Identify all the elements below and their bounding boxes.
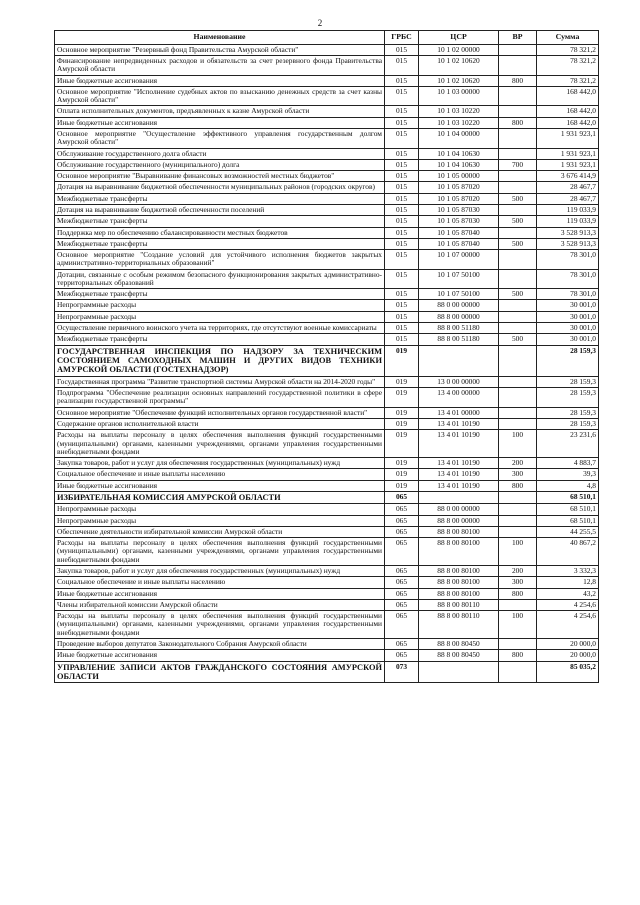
- cell-sum: 119 033,9: [537, 204, 599, 215]
- cell-vr: [499, 661, 537, 683]
- cell-vr: [499, 171, 537, 182]
- table-row: [55, 599, 599, 610]
- cell-csr: [419, 661, 499, 683]
- table-row: [55, 407, 599, 418]
- header-row: [55, 31, 599, 45]
- cell-grbs: 015: [385, 86, 419, 106]
- cell-name: Обеспечение деятельности избирательной комиссии Амурской области: [55, 526, 385, 537]
- cell-vr: [499, 515, 537, 526]
- cell-grbs: 015: [385, 323, 419, 334]
- cell-csr: [419, 345, 499, 376]
- cell-sum: 30 001,0: [537, 323, 599, 334]
- cell-csr: 88 8 00 80110: [419, 599, 499, 610]
- cell-grbs: 015: [385, 159, 419, 170]
- cell-vr: [499, 148, 537, 159]
- cell-name: Основное мероприятие "Резервный фонд Правительства Амурской области": [55, 44, 385, 55]
- cell-csr: 13 4 01 10190: [419, 430, 499, 458]
- cell-grbs: 065: [385, 611, 419, 639]
- cell-sum: 4 254,6: [537, 599, 599, 610]
- table-row: [55, 238, 599, 249]
- cell-name: Государственная программа "Развитие транспортной системы Амурской области на 2014-2020 годы": [55, 376, 385, 387]
- cell-csr: 10 1 04 00000: [419, 128, 499, 148]
- cell-vr: [499, 227, 537, 238]
- cell-sum: 3 676 414,9: [537, 171, 599, 182]
- table-row: [55, 227, 599, 238]
- cell-csr: 88 8 00 80100: [419, 526, 499, 537]
- cell-grbs: 015: [385, 56, 419, 76]
- table-row: [55, 376, 599, 387]
- cell-name: Финансирование непредвиденных расходов и обязательств за счет резервного фонда Правительства Амурской области: [55, 56, 385, 76]
- cell-name: Дотация на выравнивание бюджетной обеспеченности поселений: [55, 204, 385, 215]
- cell-vr: [499, 86, 537, 106]
- cell-csr: 88 8 00 80100: [419, 588, 499, 599]
- cell-vr: 500: [499, 238, 537, 249]
- cell-csr: 10 1 05 87030: [419, 204, 499, 215]
- cell-name: Осуществление первичного воинского учета на территориях, где отсутствуют военные комиссариаты: [55, 323, 385, 334]
- cell-grbs: 015: [385, 334, 419, 345]
- cell-vr: [499, 182, 537, 193]
- cell-grbs: 065: [385, 538, 419, 566]
- cell-sum: 78 301,0: [537, 269, 599, 289]
- cell-sum: 39,3: [537, 469, 599, 480]
- cell-name: Закупка товаров, работ и услуг для обеспечения государственных (муниципальных) нужд: [55, 458, 385, 469]
- table-row: [55, 148, 599, 159]
- cell-name: Члены избирательной комиссии Амурской области: [55, 599, 385, 610]
- cell-sum: 28 159,3: [537, 388, 599, 408]
- cell-vr: 500: [499, 334, 537, 345]
- table-row: [55, 216, 599, 227]
- page-number: 2: [317, 18, 323, 28]
- cell-name: Социальное обеспечение и иные выплаты населению: [55, 469, 385, 480]
- cell-sum: 23 231,6: [537, 430, 599, 458]
- cell-name: УПРАВЛЕНИЕ ЗАПИСИ АКТОВ ГРАЖДАНСКОГО СОСТОЯНИЯ АМУРСКОЙ ОБЛАСТИ: [55, 661, 385, 683]
- cell-grbs: 015: [385, 193, 419, 204]
- cell-csr: 88 8 00 80100: [419, 566, 499, 577]
- cell-vr: [499, 638, 537, 649]
- cell-csr: 10 1 03 00000: [419, 86, 499, 106]
- cell-grbs: 019: [385, 418, 419, 429]
- cell-sum: 78 301,0: [537, 250, 599, 270]
- table-row: [55, 515, 599, 526]
- table-body: [55, 44, 599, 683]
- cell-vr: 800: [499, 117, 537, 128]
- cell-vr: [499, 44, 537, 55]
- cell-name: Содержание органов исполнительной власти: [55, 418, 385, 429]
- table-row: [55, 611, 599, 639]
- table-row: [55, 106, 599, 117]
- cell-sum: 28 159,3: [537, 376, 599, 387]
- cell-csr: 13 4 01 10190: [419, 469, 499, 480]
- cell-csr: 88 8 00 80450: [419, 650, 499, 661]
- cell-sum: 28 467,7: [537, 182, 599, 193]
- cell-sum: 168 442,0: [537, 86, 599, 106]
- table-row: [55, 538, 599, 566]
- cell-vr: 500: [499, 193, 537, 204]
- cell-sum: 78 301,0: [537, 289, 599, 300]
- cell-csr: 10 1 03 10220: [419, 117, 499, 128]
- cell-grbs: 015: [385, 128, 419, 148]
- cell-sum: 1 931 923,1: [537, 128, 599, 148]
- cell-vr: 700: [499, 159, 537, 170]
- cell-name: Основное мероприятие "Обеспечение функций исполнительных органов государственной власти": [55, 407, 385, 418]
- cell-csr: 10 1 07 50100: [419, 269, 499, 289]
- table-row: [55, 469, 599, 480]
- table-row: [55, 75, 599, 86]
- cell-csr: 88 8 00 80100: [419, 538, 499, 566]
- cell-sum: 20 000,0: [537, 638, 599, 649]
- header-csr: ЦСР: [419, 31, 499, 45]
- cell-sum: 28 467,7: [537, 193, 599, 204]
- cell-grbs: 019: [385, 480, 419, 491]
- cell-csr: 10 1 03 10220: [419, 106, 499, 117]
- cell-vr: [499, 250, 537, 270]
- cell-grbs: 019: [385, 430, 419, 458]
- table-row: [55, 289, 599, 300]
- table-row: [55, 44, 599, 55]
- cell-csr: 88 8 00 51180: [419, 323, 499, 334]
- cell-name: Основное мероприятие "Выравнивание финансовых возможностей местных бюджетов": [55, 171, 385, 182]
- cell-csr: 13 4 01 10190: [419, 480, 499, 491]
- cell-csr: 88 0 00 00000: [419, 504, 499, 515]
- cell-csr: 10 1 04 10630: [419, 148, 499, 159]
- table-row: [55, 638, 599, 649]
- cell-name: Межбюджетные трансферты: [55, 334, 385, 345]
- cell-name: Иные бюджетные ассигнования: [55, 650, 385, 661]
- cell-sum: 68 510,1: [537, 491, 599, 503]
- cell-sum: 168 442,0: [537, 117, 599, 128]
- table-row: [55, 566, 599, 577]
- cell-name: Основное мероприятие "Осуществление эффективного управления государственным долгом Амурской области": [55, 128, 385, 148]
- cell-grbs: 015: [385, 182, 419, 193]
- table-row: [55, 182, 599, 193]
- cell-name: Дотации, связанные с особым режимом безопасного функционирования закрытых административно-территориальных образований: [55, 269, 385, 289]
- cell-name: Подпрограмма "Обеспечение реализации основных направлений государственной политики в сфере реализации государственной программы": [55, 388, 385, 408]
- cell-sum: 78 321,2: [537, 56, 599, 76]
- cell-name: Расходы на выплаты персоналу в целях обеспечения выполнения функций государственными (муниципальными) органами, казенными учреждениями, органами управления государственными внебюджетными фондами: [55, 538, 385, 566]
- cell-csr: 13 4 00 00000: [419, 388, 499, 408]
- cell-grbs: 015: [385, 106, 419, 117]
- cell-name: Закупка товаров, работ и услуг для обеспечения государственных (муниципальных) нужд: [55, 566, 385, 577]
- cell-vr: [499, 128, 537, 148]
- cell-csr: 10 1 07 00000: [419, 250, 499, 270]
- table-row: [55, 193, 599, 204]
- cell-vr: 800: [499, 588, 537, 599]
- cell-name: Иные бюджетные ассигнования: [55, 117, 385, 128]
- cell-name: Оплата исполнительных документов, предъявленных к казне Амурской области: [55, 106, 385, 117]
- cell-csr: 88 8 00 51180: [419, 334, 499, 345]
- cell-vr: [499, 388, 537, 408]
- cell-sum: 3 528 913,3: [537, 227, 599, 238]
- header-vr: ВР: [499, 31, 537, 45]
- cell-grbs: 019: [385, 458, 419, 469]
- cell-sum: 4,8: [537, 480, 599, 491]
- cell-grbs: 015: [385, 300, 419, 311]
- cell-sum: 30 001,0: [537, 300, 599, 311]
- cell-vr: [499, 323, 537, 334]
- cell-vr: [499, 526, 537, 537]
- cell-csr: 13 0 00 00000: [419, 376, 499, 387]
- cell-grbs: 065: [385, 504, 419, 515]
- table-row: [55, 311, 599, 322]
- cell-csr: 10 1 02 00000: [419, 44, 499, 55]
- table-row: [55, 345, 599, 376]
- cell-grbs: 065: [385, 491, 419, 503]
- cell-name: Иные бюджетные ассигнования: [55, 75, 385, 86]
- cell-name: Непрограммные расходы: [55, 515, 385, 526]
- cell-sum: 3 528 913,3: [537, 238, 599, 249]
- cell-csr: 88 8 00 80100: [419, 577, 499, 588]
- cell-csr: 10 1 05 87020: [419, 182, 499, 193]
- cell-vr: [499, 599, 537, 610]
- table-row: [55, 458, 599, 469]
- cell-csr: 10 1 07 50100: [419, 289, 499, 300]
- table-row: [55, 418, 599, 429]
- cell-csr: 88 8 00 80110: [419, 611, 499, 639]
- table-row: [55, 650, 599, 661]
- table-row: [55, 117, 599, 128]
- cell-name: Социальное обеспечение и иные выплаты населению: [55, 577, 385, 588]
- cell-sum: 44 255,5: [537, 526, 599, 537]
- cell-csr: 13 4 01 00000: [419, 407, 499, 418]
- header-grbs: ГРБС: [385, 31, 419, 45]
- cell-csr: 10 1 05 87030: [419, 216, 499, 227]
- cell-sum: 28 159,3: [537, 418, 599, 429]
- table-row: [55, 323, 599, 334]
- cell-sum: 68 510,1: [537, 504, 599, 515]
- cell-grbs: 015: [385, 204, 419, 215]
- cell-vr: [499, 376, 537, 387]
- table-row: [55, 300, 599, 311]
- table-row: [55, 334, 599, 345]
- cell-csr: 88 8 00 00000: [419, 311, 499, 322]
- cell-csr: 10 1 04 10630: [419, 159, 499, 170]
- cell-grbs: 015: [385, 250, 419, 270]
- cell-sum: 20 000,0: [537, 650, 599, 661]
- cell-grbs: 015: [385, 171, 419, 182]
- cell-name: ГОСУДАРСТВЕННАЯ ИНСПЕКЦИЯ ПО НАДЗОРУ ЗА ТЕХНИЧЕСКИМ СОСТОЯНИЕМ САМОХОДНЫХ МАШИН И ДРУГИХ ВИДОВ ТЕХНИКИ АМУРСКОЙ ОБЛАСТИ (ГОСТЕХНАДЗОР): [55, 345, 385, 376]
- cell-grbs: 019: [385, 407, 419, 418]
- cell-vr: 300: [499, 469, 537, 480]
- cell-vr: 800: [499, 75, 537, 86]
- cell-vr: [499, 269, 537, 289]
- table-row: [55, 504, 599, 515]
- table-row: [55, 480, 599, 491]
- cell-grbs: 019: [385, 376, 419, 387]
- table-row: [55, 577, 599, 588]
- table-row: [55, 204, 599, 215]
- cell-grbs: 019: [385, 388, 419, 408]
- cell-grbs: 065: [385, 577, 419, 588]
- cell-csr: 10 1 05 87040: [419, 227, 499, 238]
- table-row: [55, 430, 599, 458]
- cell-csr: 10 1 02 10620: [419, 56, 499, 76]
- cell-vr: 200: [499, 566, 537, 577]
- cell-vr: 100: [499, 538, 537, 566]
- cell-grbs: 073: [385, 661, 419, 683]
- cell-grbs: 015: [385, 75, 419, 86]
- header-sum: Сумма: [537, 31, 599, 45]
- cell-grbs: 065: [385, 515, 419, 526]
- cell-sum: 1 931 923,1: [537, 159, 599, 170]
- cell-name: Поддержка мер по обеспечению сбалансированности местных бюджетов: [55, 227, 385, 238]
- budget-table: [54, 30, 599, 683]
- cell-vr: [499, 300, 537, 311]
- table-row: [55, 388, 599, 408]
- table-row: [55, 588, 599, 599]
- cell-name: Обслуживание государственного (муниципального) долга: [55, 159, 385, 170]
- cell-grbs: 065: [385, 650, 419, 661]
- cell-vr: [499, 407, 537, 418]
- cell-grbs: 065: [385, 638, 419, 649]
- cell-name: Иные бюджетные ассигнования: [55, 588, 385, 599]
- table-row: [55, 56, 599, 76]
- cell-sum: 168 442,0: [537, 106, 599, 117]
- cell-name: Непрограммные расходы: [55, 300, 385, 311]
- cell-vr: 300: [499, 577, 537, 588]
- cell-grbs: 019: [385, 345, 419, 376]
- cell-vr: [499, 418, 537, 429]
- cell-vr: [499, 106, 537, 117]
- table-row: [55, 661, 599, 683]
- cell-sum: 43,2: [537, 588, 599, 599]
- cell-csr: 10 1 05 00000: [419, 171, 499, 182]
- cell-grbs: 015: [385, 289, 419, 300]
- cell-grbs: 015: [385, 311, 419, 322]
- cell-grbs: 015: [385, 216, 419, 227]
- cell-grbs: 065: [385, 566, 419, 577]
- table-row: [55, 171, 599, 182]
- cell-vr: 500: [499, 216, 537, 227]
- cell-grbs: 065: [385, 599, 419, 610]
- cell-sum: 3 332,3: [537, 566, 599, 577]
- cell-csr: 10 1 05 87040: [419, 238, 499, 249]
- cell-name: Непрограммные расходы: [55, 311, 385, 322]
- cell-csr: 13 4 01 10190: [419, 458, 499, 469]
- cell-name: Расходы на выплаты персоналу в целях обеспечения выполнения функций государственными (муниципальными) органами, казенными учреждениями, органами управления государственными внебюджетными фондами: [55, 430, 385, 458]
- cell-vr: [499, 204, 537, 215]
- cell-name: Непрограммные расходы: [55, 504, 385, 515]
- cell-name: Межбюджетные трансферты: [55, 238, 385, 249]
- table-row: [55, 269, 599, 289]
- cell-vr: 800: [499, 650, 537, 661]
- cell-vr: 200: [499, 458, 537, 469]
- cell-sum: 28 159,3: [537, 345, 599, 376]
- cell-vr: 100: [499, 430, 537, 458]
- cell-vr: [499, 311, 537, 322]
- table-row: [55, 86, 599, 106]
- cell-name: Межбюджетные трансферты: [55, 216, 385, 227]
- cell-csr: [419, 491, 499, 503]
- table-row: [55, 250, 599, 270]
- cell-csr: 88 8 00 80450: [419, 638, 499, 649]
- cell-grbs: 015: [385, 269, 419, 289]
- cell-vr: [499, 56, 537, 76]
- cell-grbs: 019: [385, 469, 419, 480]
- cell-name: Основное мероприятие "Исполнение судебных актов по взысканию денежных средств за счет казны Амурской области": [55, 86, 385, 106]
- cell-sum: 119 033,9: [537, 216, 599, 227]
- cell-grbs: 065: [385, 588, 419, 599]
- cell-name: Проведение выборов депутатов Законодательного Собрания Амурской области: [55, 638, 385, 649]
- cell-grbs: 065: [385, 526, 419, 537]
- cell-csr: 13 4 01 10190: [419, 418, 499, 429]
- cell-sum: 4 254,6: [537, 611, 599, 639]
- cell-sum: 78 321,2: [537, 75, 599, 86]
- cell-sum: 68 510,1: [537, 515, 599, 526]
- cell-vr: [499, 504, 537, 515]
- cell-csr: 10 1 05 87020: [419, 193, 499, 204]
- table-row: [55, 159, 599, 170]
- cell-name: ИЗБИРАТЕЛЬНАЯ КОМИССИЯ АМУРСКОЙ ОБЛАСТИ: [55, 491, 385, 503]
- cell-csr: 10 1 02 10620: [419, 75, 499, 86]
- cell-vr: [499, 491, 537, 503]
- cell-grbs: 015: [385, 117, 419, 128]
- cell-grbs: 015: [385, 238, 419, 249]
- cell-vr: 100: [499, 611, 537, 639]
- cell-name: Межбюджетные трансферты: [55, 289, 385, 300]
- cell-sum: 12,8: [537, 577, 599, 588]
- table-row: [55, 526, 599, 537]
- cell-name: Иные бюджетные ассигнования: [55, 480, 385, 491]
- cell-sum: 40 867,2: [537, 538, 599, 566]
- cell-grbs: 015: [385, 44, 419, 55]
- cell-sum: 30 001,0: [537, 311, 599, 322]
- cell-csr: 88 8 00 00000: [419, 515, 499, 526]
- cell-grbs: 015: [385, 227, 419, 238]
- table-row: [55, 491, 599, 503]
- cell-sum: 28 159,3: [537, 407, 599, 418]
- cell-vr: [499, 345, 537, 376]
- cell-vr: 800: [499, 480, 537, 491]
- table-header: [55, 31, 599, 45]
- cell-name: Межбюджетные трансферты: [55, 193, 385, 204]
- cell-name: Расходы на выплаты персоналу в целях обеспечения выполнения функций государственными (муниципальными) органами, казенными учреждениями, органами управления государственными внебюджетными фондами: [55, 611, 385, 639]
- cell-sum: 30 001,0: [537, 334, 599, 345]
- cell-vr: 500: [499, 289, 537, 300]
- header-name: Наименование: [55, 31, 385, 45]
- cell-sum: 85 035,2: [537, 661, 599, 683]
- table-row: [55, 128, 599, 148]
- cell-name: Обслуживание государственного долга области: [55, 148, 385, 159]
- cell-name: Дотация на выравнивание бюджетной обеспеченности муниципальных районов (городских округов): [55, 182, 385, 193]
- cell-sum: 4 883,7: [537, 458, 599, 469]
- cell-sum: 78 321,2: [537, 44, 599, 55]
- cell-grbs: 015: [385, 148, 419, 159]
- cell-name: Основное мероприятие "Создание условий для устойчивого исполнения бюджетов закрытых административно-территориальных образований": [55, 250, 385, 270]
- cell-csr: 88 0 00 00000: [419, 300, 499, 311]
- cell-sum: 1 931 923,1: [537, 148, 599, 159]
